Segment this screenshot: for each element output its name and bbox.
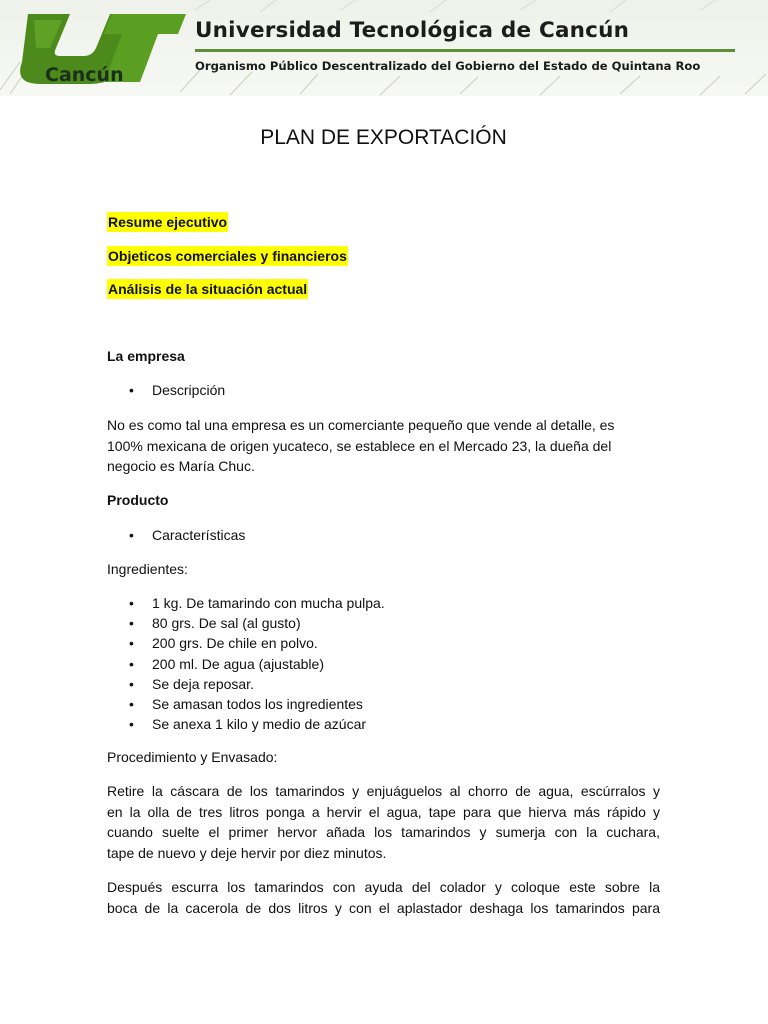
bullet-icon: • [129, 615, 134, 632]
list-item [129, 714, 385, 734]
bullet-descripcion [129, 380, 225, 400]
procedimiento-line: Retire la cáscara de los tamarindos y enjuáguelos al chorro de agua, escúrralos y [107, 783, 660, 799]
empresa-line-1: No es como tal una empresa es un comerciante pequeño que vende al detalle, es [107, 417, 615, 433]
list-item [129, 613, 385, 633]
procedimiento-line: cuando suelte el primer hervor añada los tamarindos y sumerja con la cuchara, [107, 824, 660, 840]
list-item [129, 654, 385, 674]
list-item [129, 674, 385, 694]
procedimiento-line: en la olla de tres litros ponga a hervir el agua, tape para que hierva más rápido y [107, 803, 660, 820]
empresa-paragraph [107, 415, 660, 477]
bullet-icon: • [129, 527, 134, 543]
document-title: PLAN DE EXPORTACIÓN [260, 126, 507, 149]
bullet-caracteristicas-label: Características [152, 527, 246, 543]
procedimiento-line: tape de nuevo y deje hervir por diez minutos. [107, 844, 387, 861]
procedimiento-label: Procedimiento y Envasado: [107, 749, 278, 765]
ingredient-text: 200 grs. De chile en polvo. [152, 635, 318, 652]
ingredient-text: 200 ml. De agua (ajustable) [152, 655, 324, 672]
bullet-icon: • [129, 595, 134, 611]
ingredient-text: Se deja reposar. [152, 675, 254, 692]
list-item [129, 694, 385, 714]
bullet-icon: • [129, 696, 134, 713]
logo-campus-text: Cancún [45, 64, 124, 86]
ingredients-list [129, 593, 385, 734]
heading-la-empresa: La empresa [107, 348, 185, 364]
bullet-icon: • [129, 635, 134, 652]
ingredients-label: Ingredientes: [107, 561, 188, 577]
ingredient-text: Se anexa 1 kilo y medio de azúcar [152, 716, 367, 733]
section-objetivos: Objeticos comerciales y financieros [108, 248, 347, 264]
ingredient-text: 80 grs. De sal (al gusto) [152, 615, 301, 632]
heading-producto: Producto [107, 492, 169, 508]
empresa-line-3: negocio es María Chuc. [107, 458, 255, 474]
university-name: Universidad Tecnológica de Cancún [195, 18, 630, 43]
section-resume-ejecutivo: Resume ejecutivo [108, 214, 228, 230]
bullet-descripcion-label: Descripción [152, 382, 226, 398]
section-analisis: Análisis de la situación actual [108, 281, 308, 297]
bullet-caracteristicas [129, 525, 245, 545]
procedimiento-paragraph-1 [107, 781, 660, 863]
bullet-icon: • [129, 675, 134, 692]
university-subtitle: Organismo Público Descentralizado del Gobierno del Estado de Quintana Roo [195, 59, 701, 73]
bullet-icon: • [129, 716, 134, 733]
bullet-icon: • [129, 655, 134, 672]
procedimiento-paragraph-2 [107, 877, 660, 918]
ingredient-text: 1 kg. De tamarindo con mucha pulpa. [152, 595, 385, 611]
list-item [129, 633, 385, 653]
header-banner [0, 0, 768, 96]
empresa-line-2: 100% mexicana de origen yucateco, se establece en el Mercado 23, la dueña del [107, 437, 612, 454]
procedimiento-line: boca de la cacerola de dos litros y con el aplastador deshaga los tamarindos para [107, 899, 660, 916]
procedimiento-line: Después escurra los tamarindos con ayuda del colador y coloque este sobre la [107, 879, 660, 895]
bullet-icon: • [129, 382, 134, 398]
list-item [129, 593, 385, 613]
ingredient-text: Se amasan todos los ingredientes [152, 696, 363, 713]
